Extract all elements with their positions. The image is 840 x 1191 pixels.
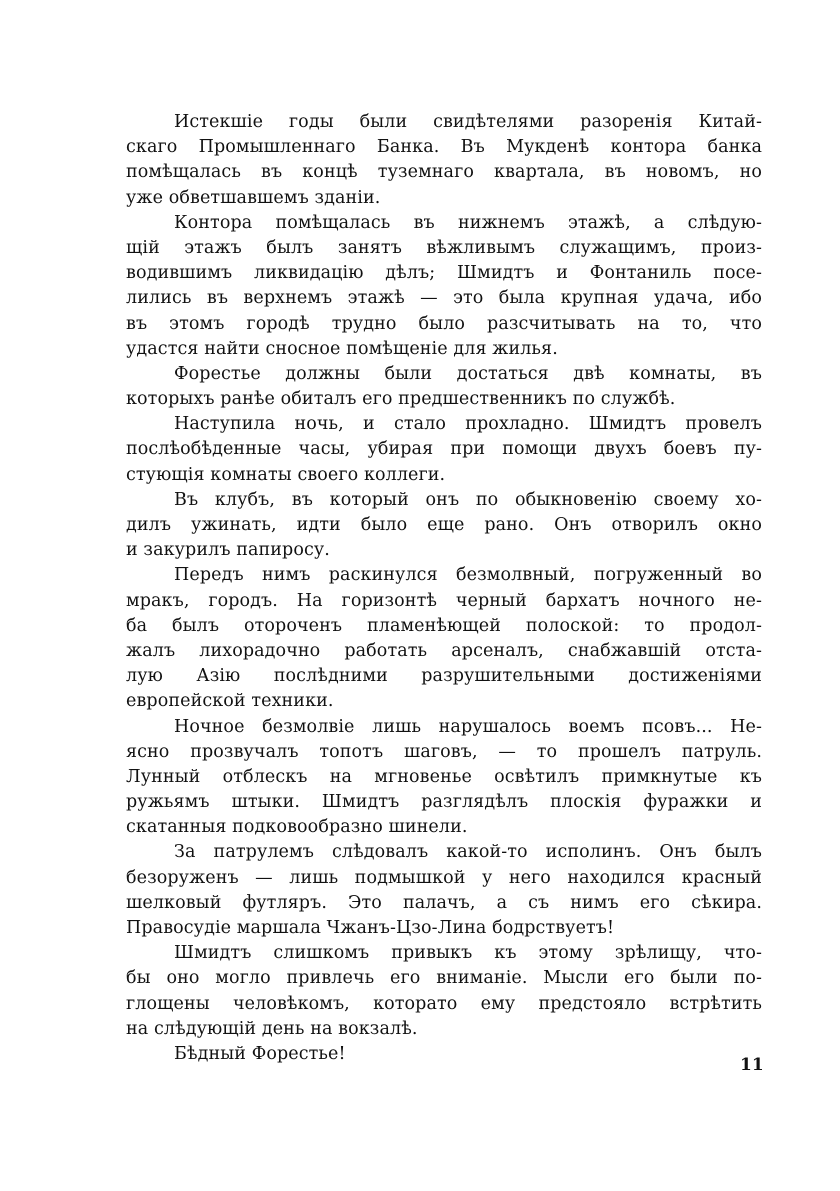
text-line: стующія комнаты своего коллеги. [126, 464, 446, 485]
text-line: европейской техники. [126, 691, 334, 712]
paragraph [126, 1042, 762, 1067]
text-line: мракъ, городъ. На горизонтѣ черный бархатъ ночного не- [126, 590, 762, 611]
text-line: ясно прозвучалъ топотъ шаговъ, — то прошелъ патруль. [126, 741, 762, 762]
text-line: За патрулемъ слѣдовалъ какой-то исполинъ. Онъ былъ [174, 842, 762, 863]
text-line: Форестье должны были достаться двѣ комнаты, въ [174, 363, 762, 384]
text-line: жалъ лихорадочно работать арсеналъ, снабжавшій отста- [126, 640, 762, 661]
text-line: Контора помѣщалась въ нижнемъ этажѣ, а слѣдую- [174, 212, 762, 233]
text-line: бы оно могло привлечь его вниманіе. Мысли его были по- [126, 968, 762, 989]
paragraph [126, 412, 762, 488]
paragraph [126, 110, 762, 211]
text-line: Правосудіе маршала Чжанъ-Цзо-Лина бодрствуетъ! [126, 918, 615, 938]
text-line: Наступила ночь, и стало прохладно. Шмидтъ провелъ [174, 414, 762, 435]
text-line: Ночное безмолвіе лишь нарушалось воемъ псовъ... Не- [174, 716, 762, 737]
text-line: Шмидтъ слишкомъ привыкъ къ этому зрѣлищу, что- [174, 943, 762, 964]
paragraph [126, 840, 762, 941]
text-line: помѣщалась въ концѣ туземнаго квартала, въ новомъ, но [126, 162, 762, 183]
body-text [126, 110, 762, 1067]
text-line: на слѣдующій день на вокзалѣ. [126, 1018, 418, 1039]
text-line: дилъ ужинать, идти было еще рано. Онъ отворилъ окно [126, 515, 762, 535]
text-line: Бѣдный Форестье! [174, 1043, 346, 1064]
text-line: скатанныя подковообразно шинели. [126, 817, 468, 838]
text-line: Передъ нимъ раскинулся безмолвный, погруженный во [174, 565, 762, 586]
text-line: удастся найти сносное помѣщеніе для жилья. [126, 338, 558, 359]
text-line: щій этажъ былъ занятъ вѣжливымъ служащимъ, произ- [126, 237, 762, 258]
text-line: уже обветшавшемъ зданіи. [126, 187, 381, 208]
text-line: водившимъ ликвидацію дѣлъ; Шмидтъ и Фонтаниль посе- [126, 263, 762, 284]
paragraph [126, 715, 762, 841]
paragraph [126, 488, 762, 564]
text-line: ба былъ оторочeнъ пламенѣющей полоской: то продол- [126, 615, 762, 636]
text-line: шелковый футляръ. Это палачъ, а съ нимъ его сѣкира. [126, 892, 762, 913]
paragraph [126, 563, 762, 714]
text-line: Истекшіе годы были свидѣтелями разоренія Китай- [174, 112, 762, 132]
text-line: лую Азію послѣдними разрушительными достиженіями [126, 666, 762, 687]
text-line: и закурилъ папиросу. [126, 540, 330, 561]
text-line: которыхъ ранѣе обиталъ его предшественникъ по службѣ. [126, 389, 676, 410]
paragraph [126, 941, 762, 1042]
text-line: Лунный отблескъ на мгновенье освѣтилъ примкнутые къ [126, 766, 762, 787]
text-line: глощены человѣкомъ, которато ему предстояло встрѣтить [126, 993, 762, 1014]
text-line: въ этомъ городѣ трудно было разсчитывать на то, что [126, 313, 762, 334]
text-line: ружьямъ штыки. Шмидтъ разглядѣлъ плоскія фуражки и [126, 792, 762, 813]
page-number: 11 [740, 1055, 764, 1075]
text-line: послѣобѣденные часы, убирая при помощи двухъ боевъ пу- [126, 439, 762, 460]
text-line: лились въ верхнемъ этажѣ — это была крупная удача, ибо [126, 288, 762, 309]
text-line: безоруженъ — лишь подмышкой у него находился красный [126, 867, 762, 888]
text-line: скаго Промышленнаго Банка. Въ Мукденѣ контора банка [126, 137, 762, 158]
paragraph [126, 362, 762, 412]
paragraph [126, 211, 762, 362]
text-line: Въ клубъ, въ который онъ по обыкновенію своему хо- [174, 489, 762, 510]
